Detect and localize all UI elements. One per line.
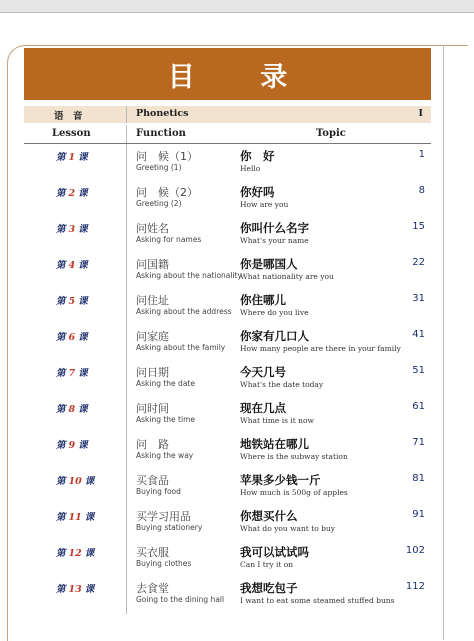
topic-en: Where do you live — [240, 308, 309, 317]
lesson-prefix: 第 — [56, 152, 66, 163]
lesson-prefix: 第 — [56, 260, 66, 271]
function-en: Asking for names — [136, 235, 202, 244]
lesson-row[interactable] — [24, 180, 431, 216]
function-cn: 问时间 — [136, 402, 169, 415]
topic-en: What do you want to buy — [240, 524, 335, 533]
lesson-prefix: 第 — [56, 440, 66, 451]
function-cn: 问 候（1） — [136, 150, 198, 163]
lesson-suffix: 课 — [78, 296, 88, 307]
topic-cn: 我可以试试吗 — [240, 545, 309, 559]
lesson-suffix: 课 — [78, 332, 88, 343]
lesson-suffix: 课 — [78, 188, 88, 199]
lesson-suffix: 课 — [78, 152, 88, 163]
function-cn: 问 候（2） — [136, 186, 198, 199]
function-cn: 问姓名 — [136, 222, 169, 235]
lesson-number: 6 — [68, 332, 76, 343]
top-bar — [0, 0, 474, 13]
header-lesson: Lesson — [52, 128, 91, 139]
topic-en: What time is it now — [240, 416, 314, 425]
phonetics-en: Phonetics — [136, 108, 189, 119]
lesson-suffix: 课 — [84, 476, 95, 487]
page-number: 31 — [412, 293, 425, 304]
lesson-number: 12 — [68, 548, 82, 559]
lesson-row[interactable] — [24, 432, 431, 468]
lesson-label — [56, 257, 88, 271]
lesson-prefix: 第 — [56, 368, 66, 379]
phonetics-row[interactable] — [24, 106, 431, 123]
lesson-row[interactable] — [24, 468, 431, 504]
topic-cn: 你家有几口人 — [240, 329, 309, 343]
topic-en: How are you — [240, 200, 289, 209]
lesson-suffix: 课 — [78, 440, 88, 451]
page-number: 15 — [412, 221, 425, 232]
lesson-number: 10 — [68, 476, 82, 487]
topic-cn: 我想吃包子 — [240, 581, 298, 595]
lesson-row[interactable] — [24, 576, 431, 612]
lesson-prefix: 第 — [56, 224, 66, 235]
lesson-label — [56, 329, 88, 343]
topic-cn: 今天几号 — [240, 365, 286, 379]
page-number: 8 — [418, 185, 425, 196]
lesson-row[interactable] — [24, 252, 431, 288]
lesson-row[interactable] — [24, 216, 431, 252]
lesson-prefix: 第 — [56, 476, 66, 487]
lesson-row[interactable] — [24, 144, 431, 180]
topic-en: What's your name — [240, 236, 309, 245]
lesson-row[interactable] — [24, 540, 431, 576]
lesson-list — [24, 144, 431, 612]
topic-en: What nationality are you — [240, 272, 334, 281]
page-number: 112 — [405, 581, 425, 592]
lesson-suffix: 课 — [78, 368, 88, 379]
page-number: 1 — [418, 149, 425, 160]
function-cn: 问日期 — [136, 366, 169, 379]
topic-en: I want to eat some steamed stuffed buns — [240, 596, 395, 605]
topic-en: Where is the subway station — [240, 452, 348, 461]
lesson-label — [56, 401, 88, 415]
topic-en: What's the date today — [240, 380, 324, 389]
function-en: Buying food — [136, 487, 181, 496]
lesson-number: 11 — [68, 512, 82, 523]
lesson-label — [56, 545, 94, 559]
lesson-label — [56, 437, 88, 451]
function-en: Buying clothes — [136, 559, 192, 568]
function-cn: 买学习用品 — [136, 510, 191, 523]
lesson-suffix: 课 — [84, 584, 95, 595]
page-number: 81 — [412, 473, 425, 484]
function-cn: 买衣服 — [136, 546, 169, 559]
lesson-number: 5 — [68, 296, 76, 307]
lesson-number: 9 — [68, 440, 76, 451]
lesson-label — [56, 581, 94, 595]
lesson-suffix: 课 — [78, 404, 88, 415]
topic-cn: 你 好 — [240, 149, 275, 163]
lesson-prefix: 第 — [56, 188, 66, 199]
lesson-label — [56, 221, 88, 235]
function-cn: 去食堂 — [136, 582, 169, 595]
function-en: Greeting (1) — [136, 163, 182, 172]
column-divider — [126, 125, 127, 143]
page-number: 61 — [412, 401, 425, 412]
function-cn: 问国籍 — [136, 258, 169, 271]
function-cn: 问住址 — [136, 294, 169, 307]
lesson-number: 8 — [68, 404, 76, 415]
topic-cn: 你叫什么名字 — [240, 221, 309, 235]
lesson-suffix: 课 — [84, 548, 95, 559]
topic-en: How many people are there in your family — [240, 344, 401, 353]
function-en: Going to the dining hall — [136, 595, 225, 604]
lesson-label — [56, 293, 88, 307]
function-cn: 问 路 — [136, 438, 169, 451]
lesson-label — [56, 149, 88, 163]
page-title: 目 录 — [24, 48, 431, 100]
lesson-suffix: 课 — [78, 260, 88, 271]
page-number: 102 — [405, 545, 425, 556]
page-number: 91 — [412, 509, 425, 520]
lesson-prefix: 第 — [56, 548, 66, 559]
function-en: Asking about the family — [136, 343, 226, 352]
topic-cn: 地铁站在哪儿 — [240, 437, 309, 451]
lesson-prefix: 第 — [56, 296, 66, 307]
page-number: 41 — [412, 329, 425, 340]
column-headers — [24, 125, 431, 144]
function-en: Buying stationery — [136, 523, 203, 532]
page-number: 51 — [412, 365, 425, 376]
function-en: Asking about the nationality — [136, 271, 242, 280]
phonetics-cn: 语 音 — [54, 111, 83, 122]
lesson-label — [56, 473, 94, 487]
function-en: Asking the way — [136, 451, 194, 460]
lesson-number: 3 — [68, 224, 76, 235]
toc-content — [24, 48, 431, 618]
function-cn: 问家庭 — [136, 330, 169, 343]
lesson-number: 4 — [68, 260, 76, 271]
lesson-number: 13 — [68, 584, 82, 595]
lesson-suffix: 课 — [78, 224, 88, 235]
topic-en: Hello — [240, 164, 261, 173]
topic-en: Can I try it on — [240, 560, 294, 569]
topic-cn: 你住哪儿 — [240, 293, 286, 307]
lesson-number: 2 — [68, 188, 76, 199]
lesson-prefix: 第 — [56, 332, 66, 343]
function-en: Asking the date — [136, 379, 195, 388]
right-divider — [443, 45, 444, 640]
page-number: 71 — [412, 437, 425, 448]
function-cn: 买食品 — [136, 474, 169, 487]
lesson-number: 7 — [68, 368, 76, 379]
lesson-row[interactable] — [24, 360, 431, 396]
topic-cn: 现在几点 — [240, 401, 286, 415]
lesson-label — [56, 509, 94, 523]
lesson-label — [56, 365, 88, 379]
topic-cn: 苹果多少钱一斤 — [240, 473, 321, 487]
lesson-suffix: 课 — [84, 512, 95, 523]
lesson-prefix: 第 — [56, 512, 66, 523]
topic-cn: 你想买什么 — [240, 509, 298, 523]
lesson-prefix: 第 — [56, 404, 66, 415]
function-en: Asking about the address — [136, 307, 232, 316]
phonetics-page: I — [418, 108, 423, 119]
topic-cn: 你好吗 — [240, 185, 275, 199]
lesson-row[interactable] — [24, 396, 431, 432]
topic-cn: 你是哪国人 — [240, 257, 298, 271]
lesson-row[interactable] — [24, 324, 431, 360]
header-function: Function — [136, 128, 186, 139]
function-en: Asking the time — [136, 415, 196, 424]
lesson-label — [56, 185, 88, 199]
lesson-number: 1 — [68, 152, 76, 163]
header-topic: Topic — [316, 128, 346, 139]
lesson-prefix: 第 — [56, 584, 66, 595]
lesson-row[interactable] — [24, 504, 431, 540]
page-number: 22 — [412, 257, 425, 268]
function-en: Greeting (2) — [136, 199, 182, 208]
topic-en: How much is 500g of apples — [240, 488, 348, 497]
lesson-row[interactable] — [24, 288, 431, 324]
column-divider — [126, 106, 127, 123]
